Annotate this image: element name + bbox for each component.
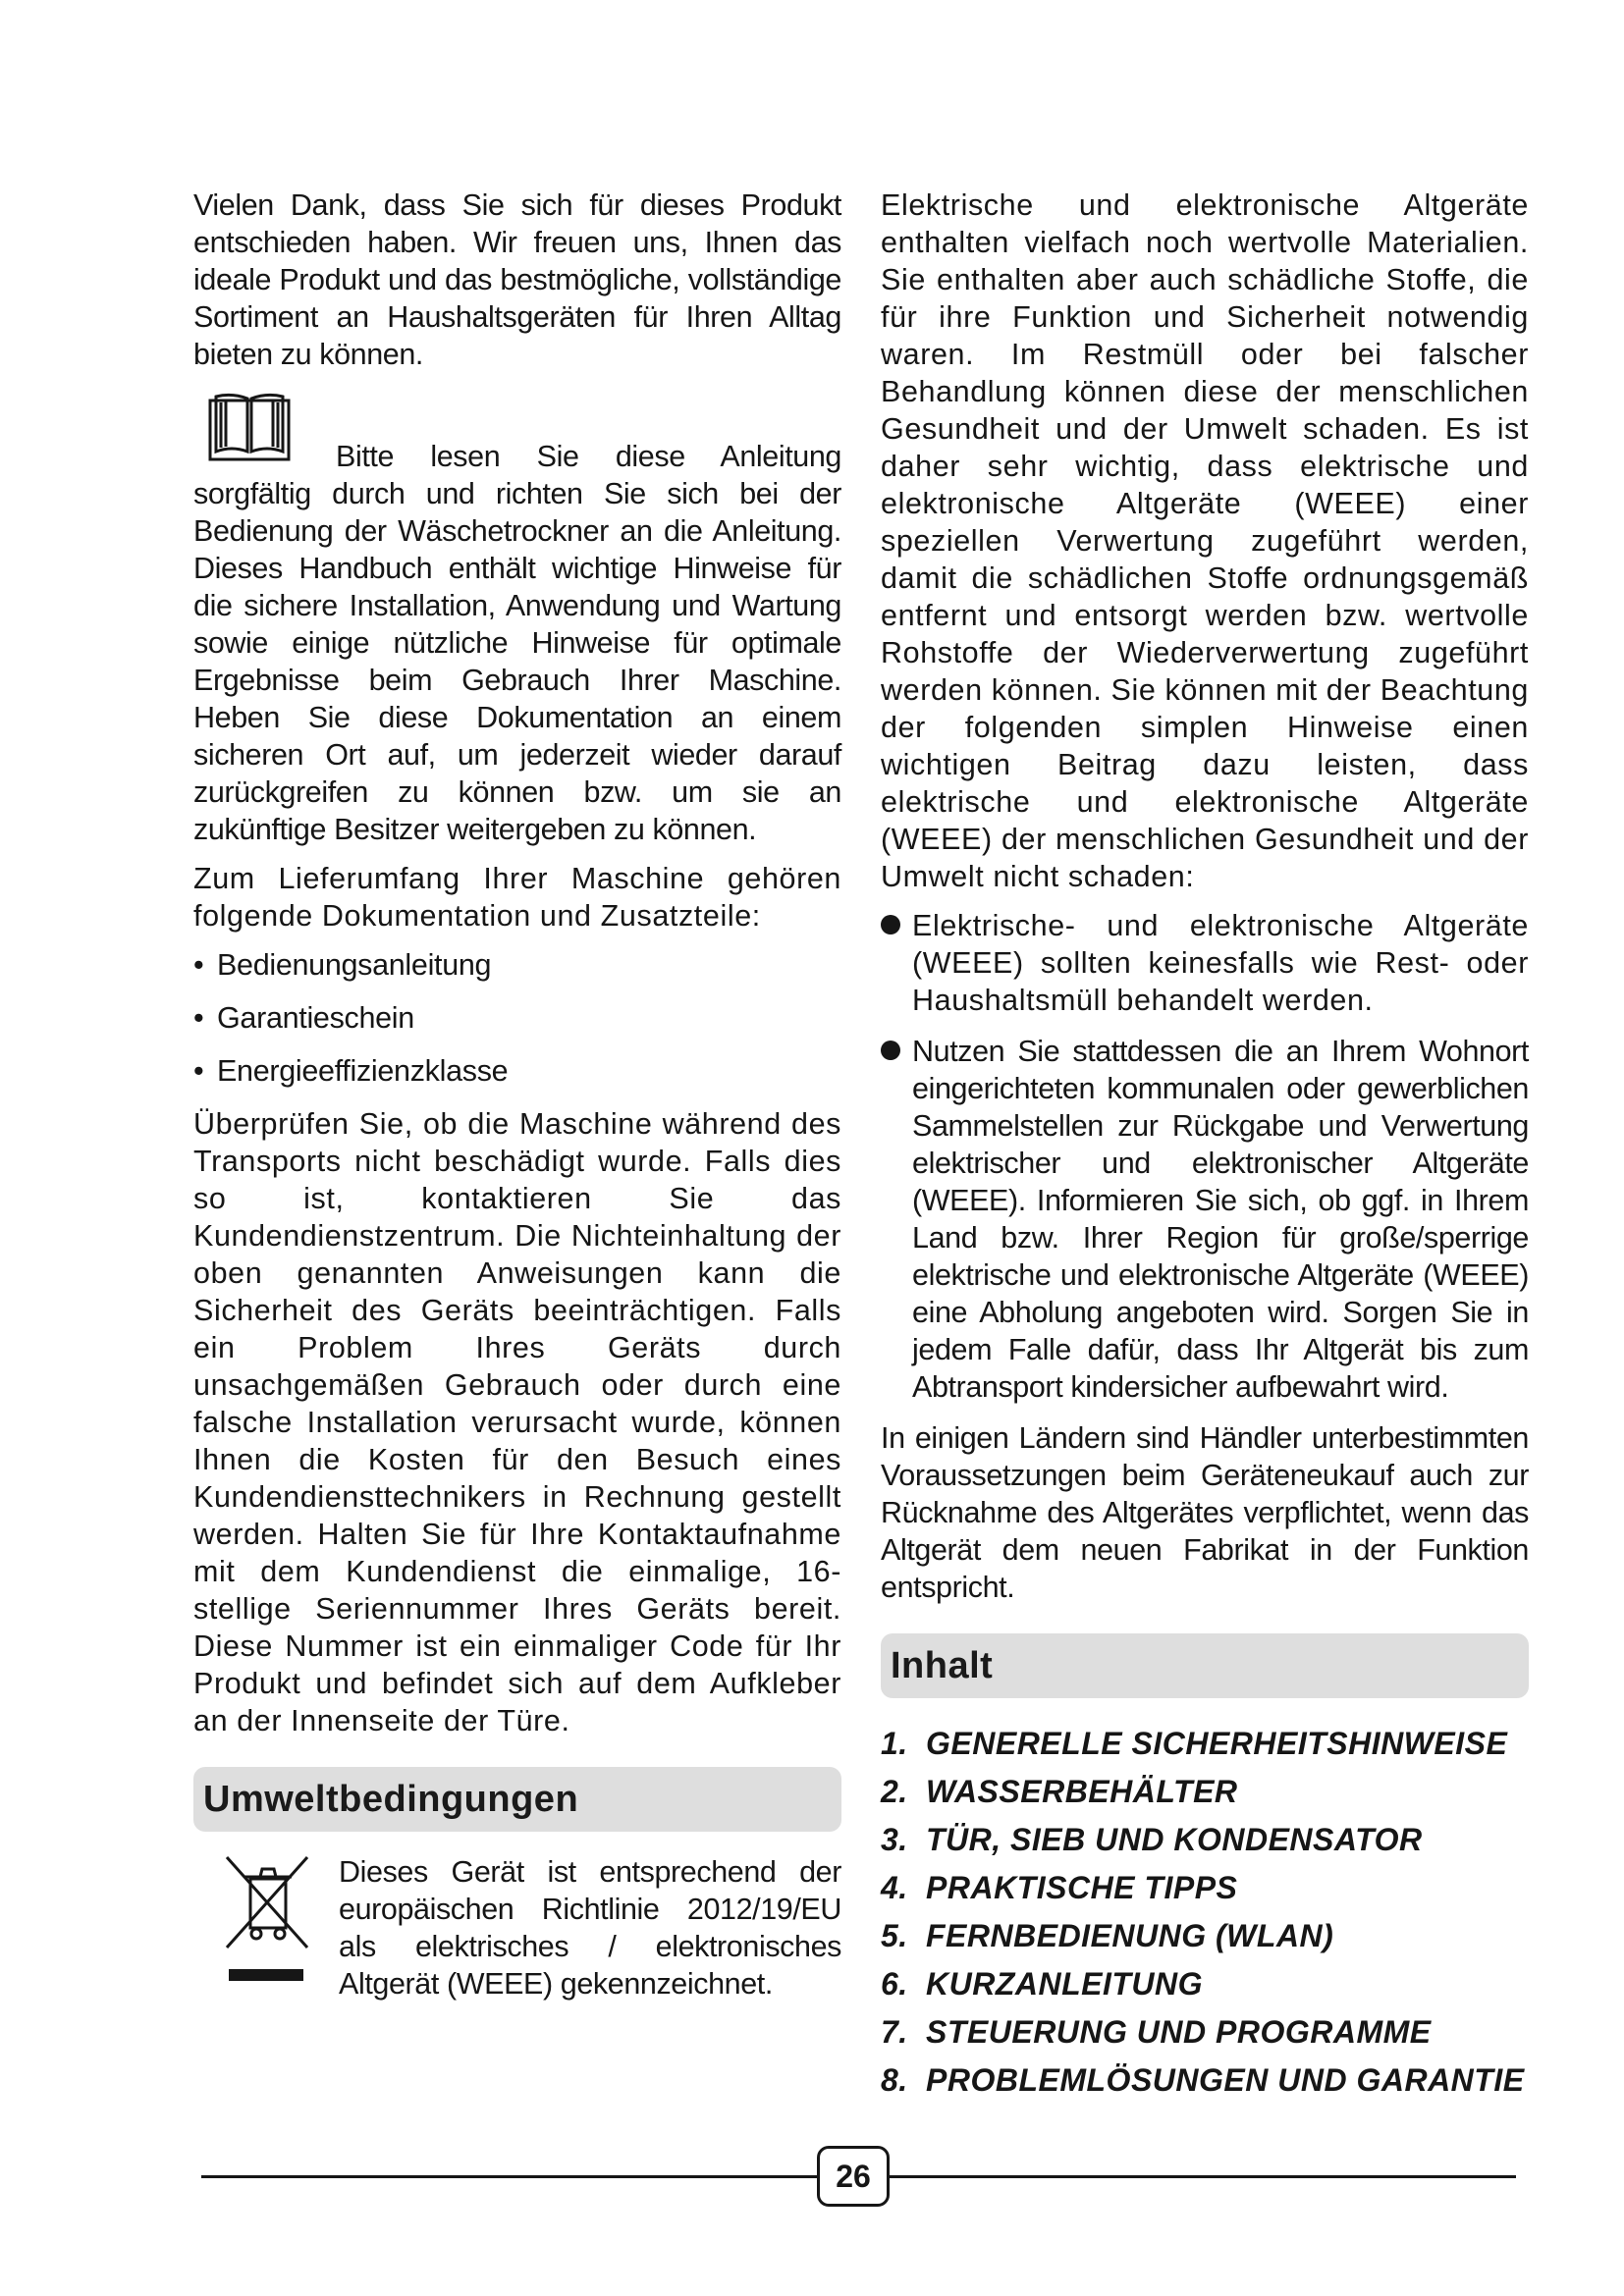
manual-note (193, 391, 841, 848)
bullet-dot-icon (881, 915, 900, 934)
right-column (881, 187, 1529, 2105)
crossed-bin-icon (223, 1853, 311, 1991)
toc-item[interactable]: 3. TÜR, SIEB UND KONDENSATOR (881, 1822, 1423, 1857)
check-paragraph: Überprüfen Sie, ob die Maschine während des Transports nicht beschädigt wurde. Falls dies so ist, kontaktieren Sie das Kundendienstzentrum. Die Nichteinhaltung der oben genannten Anweisungen kann die Sicherheit des Geräts beeinträchtigen. Falls ein Problem Ihres Geräts durch unsachgemäßen Gebrauch oder durch eine falsche Installation verursacht wurde, können Ihnen die Kosten für den Besuch eines Kundendiensttechnikers in Rechnung gestellt werden. Halten Sie für Ihre Kontaktaufnahme mit dem Kundendienst die einmalige, 16-stellige Seriennummer Ihres Geräts bereit. Diese Nummer ist ein einmaliger Code für Ihr Produkt und befindet sich auf dem Aufkleber an der Innenseite der Türe. (193, 1107, 841, 1737)
list-item: • Bedienungsanleitung (193, 948, 492, 982)
toc-item[interactable]: 6. KURZANLEITUNG (881, 1966, 1204, 2002)
list-item: • Garantieschein (193, 1001, 414, 1035)
weee-note (193, 1853, 841, 2002)
left-column (193, 187, 841, 2014)
footer-rule-right (890, 2175, 1516, 2178)
section-heading-environment: Umweltbedingungen (193, 1767, 841, 1832)
dealers-paragraph: In einigen Ländern sind Händler unterbestimmten Voraussetzungen beim Geräteneukauf auch zur Rücknahme des Altgerätes verpflichtet, wenn das Altgerät dem neuen Fabrikat in der Funktion entspricht. (881, 1421, 1529, 1604)
toc-item[interactable]: 2. WASSERBEHÄLTER (881, 1774, 1238, 1809)
footer-rule-left (201, 2175, 817, 2178)
weee-info-paragraph: Elektrische und elektronische Altgeräte enthalten vielfach noch wertvolle Materialien. Sie enthalten aber auch schädliche Stoffe, die für ihre Funktion und Sicherheit notwendig waren. Im Restmüll oder bei falscher Behandlung können diese der menschlichen Gesundheit und der Umwelt schaden. Es ist daher sehr wichtig, dass elektrische und elektronische Altgeräte (WEEE) einer speziellen Verwertung zugeführt werden, damit die schädlichen Stoffe ordnungsgemäß entfernt und entsorgt werden bzw. wertvolle Rohstoffe der Wiederverwertung zugeführt werden können. Sie können mit der Beachtung der folgenden simplen Hinweise einen wichtigen Beitrag dazu leisten, dass elektrische und elektronische Altgeräte (WEEE) der menschlichen Gesundheit und der Umwelt nicht schaden: (881, 188, 1529, 893)
section-heading-contents: Inhalt (881, 1633, 1529, 1698)
table-of-contents (881, 1720, 1529, 2105)
toc-item[interactable]: 5. FERNBEDIENUNG (WLAN) (881, 1918, 1334, 1953)
scope-list (193, 946, 841, 1090)
list-item: • Energieeffizienzklasse (193, 1054, 509, 1088)
open-book-icon (208, 391, 291, 463)
bullet-dot-icon (881, 1041, 900, 1060)
toc-item[interactable]: 4. PRAKTISCHE TIPPS (881, 1870, 1238, 1905)
list-item: Elektrische- und elektronische Altgeräte (WEEE) sollten keinesfalls wie Rest- oder Haushaltsmüll behandelt werden. (881, 907, 1529, 1019)
page-number: 26 (817, 2146, 890, 2207)
scope-paragraph: Zum Lieferumfang Ihrer Maschine gehören folgende Dokumentation und Zusatzteile: (193, 862, 841, 933)
list-item: Nutzen Sie stattdessen die an Ihrem Wohnort eingerichteten kommunalen oder gewerblichen Sammelstellen zur Rückgabe und Verwertung elektrischer und elektronischer Altgeräte (WEEE). Informieren Sie sich, ob ggf. in Ihrem Land bzw. Ihrer Region für große/sperrige elektrische und elektronische Altgeräte (WEEE) eine Abholung angeboten wird. Sorgen Sie in jedem Falle dafür, dass Ihr Altgerät bis zum Abtransport kindersicher aufbewahrt wird. (881, 1033, 1529, 1406)
weee-paragraph: Dieses Gerät ist entsprechend der europäischen Richtlinie 2012/19/EU als elektrisches / elektronisches Altgerät (WEEE) gekennzeichnet. (339, 1855, 841, 2001)
toc-item[interactable]: 7. STEUERUNG UND PROGRAMME (881, 2014, 1432, 2050)
intro-paragraph: Vielen Dank, dass Sie sich für dieses Produkt entschieden haben. Wir freuen uns, Ihnen das ideale Produkt und das bestmögliche, vollständige Sortiment an Haushaltsgeräten für Ihren Alltag bieten zu können. (193, 188, 841, 371)
toc-item[interactable]: 8. PROBLEMLÖSUNGEN UND GARANTIE (881, 2062, 1525, 2098)
toc-item[interactable]: 1. GENERELLE SICHERHEITSHINWEISE (881, 1726, 1508, 1761)
manual-paragraph: Bitte lesen Sie diese Anleitung sorgfältig durch und richten Sie sich bei der Bedienung der Wäschetrockner an die Anleitung. Dieses Handbuch enthält wichtige Hinweise für die sichere Installation, Anwendung und Wartung sowie einige nützliche Hinweise für optimale Ergebnisse beim Gebrauch Ihrer Maschine. Heben Sie diese Dokumentation an einem sicheren Ort auf, um jederzeit wieder darauf zurückgreifen zu können bzw. um sie an zukünftige Besitzer weitergeben zu können. (193, 440, 841, 846)
